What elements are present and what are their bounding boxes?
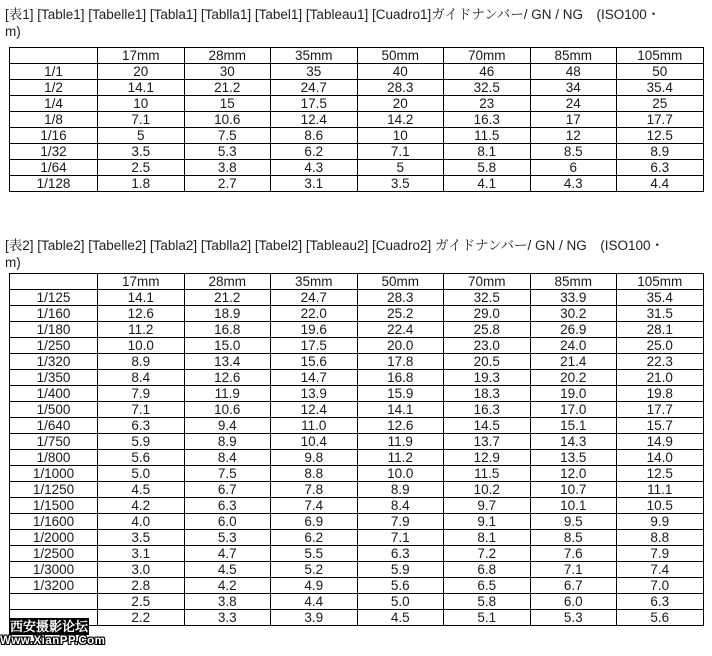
- value-cell: 18.9: [184, 306, 271, 322]
- value-cell: 6.0: [530, 594, 617, 610]
- value-cell: 21.2: [184, 290, 271, 306]
- value-cell: 7.1: [357, 530, 444, 546]
- value-cell: 19.0: [530, 386, 617, 402]
- value-cell: 32.5: [444, 80, 531, 96]
- column-header-105mm: 105mm: [617, 48, 704, 64]
- value-cell: 25.0: [617, 338, 704, 354]
- table-row: [10, 290, 704, 306]
- value-cell: 4.3: [530, 176, 617, 192]
- column-header-85mm: 85mm: [530, 274, 617, 290]
- value-cell: 10.6: [184, 112, 271, 128]
- value-cell: 4.0: [98, 514, 185, 530]
- value-cell: 12.5: [617, 128, 704, 144]
- table1-title-line2: m): [5, 24, 21, 39]
- value-cell: 2.5: [98, 594, 185, 610]
- value-cell: 22.3: [617, 354, 704, 370]
- value-cell: 6.3: [617, 160, 704, 176]
- value-cell: 12.6: [98, 306, 185, 322]
- value-cell: 26.9: [530, 322, 617, 338]
- value-cell: 7.0: [617, 578, 704, 594]
- value-cell: 17.8: [357, 354, 444, 370]
- value-cell: 7.4: [271, 498, 358, 514]
- corner-cell: [10, 274, 98, 290]
- value-cell: 21.2: [184, 80, 271, 96]
- value-cell: 8.9: [98, 354, 185, 370]
- value-cell: 4.9: [271, 578, 358, 594]
- value-cell: 14.5: [444, 418, 531, 434]
- table-row: [10, 402, 704, 418]
- value-cell: 10: [357, 128, 444, 144]
- value-cell: 5.6: [357, 578, 444, 594]
- value-cell: 23: [444, 96, 531, 112]
- column-header-28mm: 28mm: [184, 274, 271, 290]
- value-cell: 15.0: [184, 338, 271, 354]
- value-cell: 6.3: [98, 418, 185, 434]
- value-cell: 14.1: [98, 290, 185, 306]
- value-cell: 11.9: [357, 434, 444, 450]
- value-cell: 13.4: [184, 354, 271, 370]
- value-cell: 25.8: [444, 322, 531, 338]
- value-cell: 8.9: [184, 434, 271, 450]
- value-cell: 22.0: [271, 306, 358, 322]
- value-cell: 15: [184, 96, 271, 112]
- value-cell: 8.1: [444, 144, 531, 160]
- row-label: 1/1500: [10, 498, 98, 514]
- value-cell: 7.9: [98, 386, 185, 402]
- guide-number-table-2: [9, 273, 704, 626]
- value-cell: 3.8: [184, 594, 271, 610]
- value-cell: 5.8: [444, 160, 531, 176]
- value-cell: 8.1: [444, 530, 531, 546]
- value-cell: 7.9: [617, 546, 704, 562]
- value-cell: 20.0: [357, 338, 444, 354]
- row-label: 1/640: [10, 418, 98, 434]
- value-cell: 6.3: [617, 594, 704, 610]
- value-cell: 5.9: [98, 434, 185, 450]
- value-cell: 28.3: [357, 80, 444, 96]
- value-cell: 4.2: [184, 578, 271, 594]
- value-cell: 17.7: [617, 112, 704, 128]
- table1-section: [0, 6, 712, 192]
- value-cell: 10.7: [530, 482, 617, 498]
- table-row: [10, 306, 704, 322]
- column-header-85mm: 85mm: [530, 48, 617, 64]
- value-cell: 9.7: [444, 498, 531, 514]
- value-cell: 24: [530, 96, 617, 112]
- value-cell: 10: [98, 96, 185, 112]
- value-cell: 12.9: [444, 450, 531, 466]
- row-label: 1/4: [10, 96, 98, 112]
- value-cell: 33.9: [530, 290, 617, 306]
- value-cell: 1.8: [98, 176, 185, 192]
- value-cell: 5.0: [98, 466, 185, 482]
- value-cell: 7.6: [530, 546, 617, 562]
- value-cell: 19.6: [271, 322, 358, 338]
- row-label: 1/2000: [10, 530, 98, 546]
- table1-title: [5, 6, 708, 40]
- value-cell: 30: [184, 64, 271, 80]
- row-label: 1/2500: [10, 546, 98, 562]
- table-row: [10, 160, 704, 176]
- value-cell: 14.3: [530, 434, 617, 450]
- table-row: [10, 112, 704, 128]
- value-cell: 7.8: [271, 482, 358, 498]
- value-cell: 14.0: [617, 450, 704, 466]
- value-cell: 25.2: [357, 306, 444, 322]
- value-cell: 5: [98, 128, 185, 144]
- value-cell: 19.8: [617, 386, 704, 402]
- value-cell: 35: [271, 64, 358, 80]
- value-cell: 6.7: [530, 578, 617, 594]
- watermark: [0, 618, 105, 648]
- value-cell: 21.4: [530, 354, 617, 370]
- value-cell: 11.5: [444, 128, 531, 144]
- value-cell: 8.5: [530, 144, 617, 160]
- value-cell: 11.2: [98, 322, 185, 338]
- value-cell: 31.5: [617, 306, 704, 322]
- value-cell: 8.9: [357, 482, 444, 498]
- value-cell: 13.7: [444, 434, 531, 450]
- table-row: [10, 610, 704, 626]
- value-cell: 16.3: [444, 402, 531, 418]
- value-cell: 9.9: [617, 514, 704, 530]
- value-cell: 5.3: [184, 144, 271, 160]
- value-cell: 6.3: [357, 546, 444, 562]
- value-cell: 15.9: [357, 386, 444, 402]
- value-cell: 9.8: [271, 450, 358, 466]
- value-cell: 8.5: [530, 530, 617, 546]
- value-cell: 46: [444, 64, 531, 80]
- value-cell: 8.4: [357, 498, 444, 514]
- value-cell: 40: [357, 64, 444, 80]
- value-cell: 17.0: [530, 402, 617, 418]
- value-cell: 8.8: [617, 530, 704, 546]
- value-cell: 2.2: [98, 610, 185, 626]
- value-cell: 15.7: [617, 418, 704, 434]
- value-cell: 8.6: [271, 128, 358, 144]
- table-row: [10, 176, 704, 192]
- value-cell: 2.7: [184, 176, 271, 192]
- value-cell: 20.2: [530, 370, 617, 386]
- value-cell: 7.4: [617, 562, 704, 578]
- table-row: [10, 450, 704, 466]
- column-header-70mm: 70mm: [444, 48, 531, 64]
- value-cell: 2.8: [98, 578, 185, 594]
- value-cell: 7.1: [98, 402, 185, 418]
- value-cell: 9.5: [530, 514, 617, 530]
- value-cell: 7.1: [530, 562, 617, 578]
- watermark-site-name: 西安摄影论坛: [10, 619, 89, 634]
- value-cell: 21.0: [617, 370, 704, 386]
- value-cell: 5.9: [357, 562, 444, 578]
- value-cell: 5.6: [98, 450, 185, 466]
- table-row: [10, 434, 704, 450]
- row-label: 1/3000: [10, 562, 98, 578]
- value-cell: 7.2: [444, 546, 531, 562]
- row-label: 1/16: [10, 128, 98, 144]
- table-row: [10, 144, 704, 160]
- value-cell: 8.9: [617, 144, 704, 160]
- value-cell: 8.4: [98, 370, 185, 386]
- value-cell: 14.1: [98, 80, 185, 96]
- value-cell: 5.3: [530, 610, 617, 626]
- value-cell: 4.5: [184, 562, 271, 578]
- value-cell: 7.1: [98, 112, 185, 128]
- value-cell: 12.6: [357, 418, 444, 434]
- value-cell: 4.2: [98, 498, 185, 514]
- table-row: [10, 466, 704, 482]
- value-cell: 25: [617, 96, 704, 112]
- value-cell: 14.7: [271, 370, 358, 386]
- value-cell: 28.3: [357, 290, 444, 306]
- value-cell: 35.4: [617, 290, 704, 306]
- value-cell: 5.0: [357, 594, 444, 610]
- value-cell: 6: [530, 160, 617, 176]
- value-cell: 6.7: [184, 482, 271, 498]
- value-cell: 32.5: [444, 290, 531, 306]
- value-cell: 10.6: [184, 402, 271, 418]
- value-cell: 5.5: [271, 546, 358, 562]
- row-label: 1/800: [10, 450, 98, 466]
- table-row: [10, 128, 704, 144]
- table-row: [10, 562, 704, 578]
- value-cell: 4.4: [271, 594, 358, 610]
- row-label: 1/350: [10, 370, 98, 386]
- value-cell: 5.1: [444, 610, 531, 626]
- table2-title-line2: m): [5, 255, 21, 270]
- value-cell: 13.5: [530, 450, 617, 466]
- value-cell: 6.9: [271, 514, 358, 530]
- value-cell: 34: [530, 80, 617, 96]
- value-cell: 12: [530, 128, 617, 144]
- table-row: [10, 370, 704, 386]
- column-header-50mm: 50mm: [357, 48, 444, 64]
- value-cell: 14.1: [357, 402, 444, 418]
- row-label: 1/500: [10, 402, 98, 418]
- value-cell: 7.1: [357, 144, 444, 160]
- value-cell: 9.4: [184, 418, 271, 434]
- value-cell: 4.4: [617, 176, 704, 192]
- value-cell: 7.9: [357, 514, 444, 530]
- table2-title-line1: [表2] [Table2] [Tabelle2] [Tabla2] [Tablla2] [Tabel2] [Tableau2] [Cuadro2] ガイドナンバー/ GN / NG (ISO100・: [5, 238, 665, 253]
- value-cell: 7.5: [184, 128, 271, 144]
- column-header-35mm: 35mm: [271, 48, 358, 64]
- value-cell: 13.9: [271, 386, 358, 402]
- value-cell: 3.8: [184, 160, 271, 176]
- row-label: 1/160: [10, 306, 98, 322]
- table-row: [10, 514, 704, 530]
- value-cell: 18.3: [444, 386, 531, 402]
- table-row: [10, 546, 704, 562]
- table-row: [10, 96, 704, 112]
- value-cell: 20: [98, 64, 185, 80]
- row-label: 1/64: [10, 160, 98, 176]
- value-cell: 6.3: [184, 498, 271, 514]
- value-cell: 6.2: [271, 144, 358, 160]
- row-label: 1/320: [10, 354, 98, 370]
- value-cell: 14.9: [617, 434, 704, 450]
- value-cell: 3.3: [184, 610, 271, 626]
- table-row: [10, 386, 704, 402]
- table1-title-line1: [表1] [Table1] [Tabelle1] [Tabla1] [Tablla1] [Tabel1] [Tableau1] [Cuadro1]ガイドナンバー/ GN / NG (ISO100・: [5, 7, 661, 22]
- value-cell: 17.5: [271, 96, 358, 112]
- table-row: [10, 594, 704, 610]
- row-label: 1/1: [10, 64, 98, 80]
- value-cell: 3.1: [271, 176, 358, 192]
- value-cell: 6.8: [444, 562, 531, 578]
- row-label: 1/1000: [10, 466, 98, 482]
- value-cell: 17: [530, 112, 617, 128]
- table-row: [10, 80, 704, 96]
- value-cell: 8.8: [271, 466, 358, 482]
- value-cell: 10.4: [271, 434, 358, 450]
- value-cell: 28.1: [617, 322, 704, 338]
- column-header-50mm: 50mm: [357, 274, 444, 290]
- table-row: [10, 482, 704, 498]
- header-row: [10, 274, 704, 290]
- corner-cell: [10, 48, 98, 64]
- value-cell: 11.1: [617, 482, 704, 498]
- value-cell: 3.9: [271, 610, 358, 626]
- value-cell: 10.2: [444, 482, 531, 498]
- value-cell: 30.2: [530, 306, 617, 322]
- table-row: [10, 322, 704, 338]
- value-cell: 12.4: [271, 402, 358, 418]
- table-row: [10, 578, 704, 594]
- value-cell: 5.6: [617, 610, 704, 626]
- row-label: 1/8: [10, 112, 98, 128]
- column-header-28mm: 28mm: [184, 48, 271, 64]
- row-label: 1/400: [10, 386, 98, 402]
- value-cell: 3.1: [98, 546, 185, 562]
- value-cell: 15.1: [530, 418, 617, 434]
- value-cell: 11.0: [271, 418, 358, 434]
- value-cell: 3.0: [98, 562, 185, 578]
- watermark-site-url: Www.XianPP.Com: [0, 635, 106, 647]
- value-cell: 10.0: [98, 338, 185, 354]
- value-cell: 4.7: [184, 546, 271, 562]
- row-label: 1/2: [10, 80, 98, 96]
- value-cell: 6.0: [184, 514, 271, 530]
- value-cell: 10.1: [530, 498, 617, 514]
- value-cell: 12.5: [617, 466, 704, 482]
- value-cell: 3.5: [98, 530, 185, 546]
- value-cell: 11.5: [444, 466, 531, 482]
- table-row: [10, 530, 704, 546]
- table2-title: [5, 237, 708, 271]
- value-cell: 4.5: [98, 482, 185, 498]
- value-cell: 6.5: [444, 578, 531, 594]
- value-cell: 20.5: [444, 354, 531, 370]
- value-cell: 3.5: [98, 144, 185, 160]
- value-cell: 24.7: [271, 290, 358, 306]
- row-label: 1/1600: [10, 514, 98, 530]
- row-label: 1/3200: [10, 578, 98, 594]
- value-cell: 7.5: [184, 466, 271, 482]
- value-cell: 12.6: [184, 370, 271, 386]
- value-cell: 20: [357, 96, 444, 112]
- value-cell: 17.7: [617, 402, 704, 418]
- value-cell: 8.4: [184, 450, 271, 466]
- guide-number-table-1: [9, 47, 704, 192]
- value-cell: 5: [357, 160, 444, 176]
- value-cell: 50: [617, 64, 704, 80]
- value-cell: 16.8: [357, 370, 444, 386]
- value-cell: 16.8: [184, 322, 271, 338]
- value-cell: 6.2: [271, 530, 358, 546]
- value-cell: 16.3: [444, 112, 531, 128]
- value-cell: 10.0: [357, 466, 444, 482]
- table-row: [10, 354, 704, 370]
- value-cell: 10.5: [617, 498, 704, 514]
- row-label: 1/125: [10, 290, 98, 306]
- row-label: 1/750: [10, 434, 98, 450]
- value-cell: 12.4: [271, 112, 358, 128]
- value-cell: 3.5: [357, 176, 444, 192]
- value-cell: 29.0: [444, 306, 531, 322]
- value-cell: 5.3: [184, 530, 271, 546]
- row-label: 1/1250: [10, 482, 98, 498]
- column-header-17mm: 17mm: [98, 48, 185, 64]
- value-cell: 4.5: [357, 610, 444, 626]
- table2-section: [0, 237, 712, 626]
- value-cell: 35.4: [617, 80, 704, 96]
- header-row: [10, 48, 704, 64]
- column-header-17mm: 17mm: [98, 274, 185, 290]
- table-row: [10, 64, 704, 80]
- value-cell: 12.0: [530, 466, 617, 482]
- value-cell: 24.0: [530, 338, 617, 354]
- row-label: 1/128: [10, 176, 98, 192]
- value-cell: 9.1: [444, 514, 531, 530]
- value-cell: 48: [530, 64, 617, 80]
- value-cell: 2.5: [98, 160, 185, 176]
- table-row: [10, 338, 704, 354]
- table-row: [10, 498, 704, 514]
- value-cell: 17.5: [271, 338, 358, 354]
- column-header-105mm: 105mm: [617, 274, 704, 290]
- value-cell: 19.3: [444, 370, 531, 386]
- column-header-70mm: 70mm: [444, 274, 531, 290]
- table-row: [10, 418, 704, 434]
- value-cell: 5.8: [444, 594, 531, 610]
- value-cell: 24.7: [271, 80, 358, 96]
- value-cell: 23.0: [444, 338, 531, 354]
- row-label: [10, 594, 98, 610]
- value-cell: 11.9: [184, 386, 271, 402]
- value-cell: 4.3: [271, 160, 358, 176]
- value-cell: 11.2: [357, 450, 444, 466]
- row-label: 1/250: [10, 338, 98, 354]
- column-header-35mm: 35mm: [271, 274, 358, 290]
- value-cell: 4.1: [444, 176, 531, 192]
- row-label: 1/180: [10, 322, 98, 338]
- value-cell: 14.2: [357, 112, 444, 128]
- value-cell: 5.2: [271, 562, 358, 578]
- value-cell: 22.4: [357, 322, 444, 338]
- value-cell: 15.6: [271, 354, 358, 370]
- row-label: 1/32: [10, 144, 98, 160]
